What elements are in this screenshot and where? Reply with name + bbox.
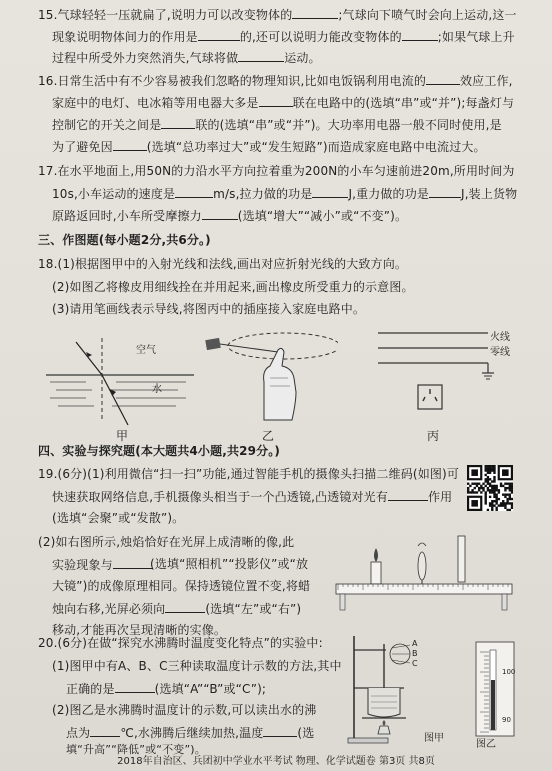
q16-text: 控制它的开关之间是 [52, 118, 162, 132]
blank [175, 186, 213, 198]
blank [292, 7, 338, 19]
q16-text: 16.日常生活中有不少容易被我们忽略的物理知识,比如电饭锅利用电流的 [38, 74, 427, 88]
q19-text: 快速获取网络信息,手机摄像头相当于一个凸透镜,凸透镜对光有 [52, 490, 388, 504]
q19-text: 实验现象与 [52, 558, 113, 572]
section-4-heading: 四、实验与探究题(本大题共4小题,共29分。) [38, 444, 281, 458]
q18-line3: (3)请用笔画线表示导线,将图丙中的插座接入家庭电路中。 [52, 302, 366, 316]
eraser-swing-figure [198, 322, 338, 432]
q20-text: ℃,水沸腾后继续加热,温度 [120, 726, 264, 740]
liquid-column [491, 680, 495, 730]
incident-ray [76, 342, 102, 375]
therm-90-label: 90 [502, 716, 511, 724]
q18-line1: 18.(1)根据图甲中的入射光线和法线,画出对应折射光线的大致方向。 [38, 257, 407, 271]
q16-line4 [52, 139, 486, 154]
page-footer: 2018年自治区、兵团初中学业水平考试 物理、化学试题卷 第3页 共8页 [117, 756, 435, 767]
q20-text: 正确的是 [66, 682, 115, 696]
q20-text: (选填“A”“B”或“C”); [154, 682, 267, 696]
q15-line1 [38, 7, 517, 22]
q19-part2-line3: (选填“照相机”“投影仪”或“放 [150, 557, 309, 571]
q15-text: 的,还可以说明力能改变物体的 [239, 30, 402, 44]
q19-part2-line2 [52, 557, 153, 572]
q16-text: 联的(选填“串”或“并”)。大功率用电器一般不同时使用,是 [195, 118, 502, 132]
convex-lens [418, 552, 426, 580]
blank [90, 725, 120, 737]
qr-code-image [467, 465, 513, 511]
q17-text: (选填“增大”“减小”或“不变”)。 [237, 209, 408, 223]
figure-a-caption: 图甲 [424, 733, 444, 744]
blank [115, 681, 155, 693]
q20-text: 点为 [66, 726, 91, 740]
label-c: C [412, 659, 418, 668]
q19-line2 [52, 489, 452, 504]
q16-line1 [38, 73, 513, 88]
optical-bench-figure [330, 532, 520, 612]
section-3-heading: 三、作图题(每小题2分,共6分。) [38, 233, 211, 247]
refracted-ray [102, 375, 128, 425]
q17-line1: 17.在水平地面上,用50N的力沿水平方向拉着重为200N的小车匀速前进20m,所用时间为 [38, 164, 515, 178]
q16-text: (选填“总功率过大”或“发生短路”)而造成家庭电路中电流过大。 [146, 140, 486, 154]
water-hatching [50, 382, 186, 406]
candle [371, 562, 381, 584]
q15-text: 现象说明物体间力的作用是 [52, 30, 198, 44]
q19-part2-line6: 移动,才能再次呈现清晰的实像。 [52, 623, 227, 637]
q17-text: 10s,小车运动的速度是 [52, 187, 176, 201]
q19-line1: 19.(6分)(1)利用微信“扫一扫”功能,通过智能手机的摄像头扫描二维码(如图)可 [38, 467, 459, 481]
blank [259, 95, 293, 107]
q20-line3 [66, 681, 266, 696]
q17-text: J,重力做的功是 [348, 187, 430, 201]
figure-b-caption: 图乙 [476, 739, 496, 750]
blank [165, 601, 205, 613]
blank [426, 73, 460, 85]
label-b: B [412, 649, 418, 658]
candle-flame [374, 548, 378, 562]
eraser [205, 338, 221, 350]
refraction-figure [46, 330, 196, 430]
q19-line3: (选填“会聚”或“发散”)。 [52, 511, 185, 525]
q20-line6: 填“升高”“降低”或“不变”)。 [66, 743, 206, 756]
flame-icon [383, 720, 386, 726]
q15-line3 [52, 50, 321, 65]
blank [161, 117, 195, 129]
therm-100-label: 100 [502, 668, 516, 676]
blank [238, 50, 284, 62]
qr-code [467, 465, 513, 511]
q17-text: m/s,拉力做的功是 [213, 187, 313, 201]
blank [312, 186, 348, 198]
blank [429, 186, 461, 198]
water-label: 水 [152, 384, 162, 395]
q17-line2 [52, 186, 517, 201]
stand-base [348, 738, 388, 743]
q19-text: 作用 [427, 490, 453, 504]
light-screen [458, 536, 465, 582]
figure-yi-caption: 乙 [262, 429, 275, 443]
q17-line3 [52, 208, 407, 223]
q15-text: 15.气球轻轻一压就扁了,说明力可以改变物体的 [38, 8, 293, 22]
q17-text: 原路返回时,小车所受摩擦力 [52, 209, 202, 223]
neutral-wire-label: 零线 [490, 347, 510, 358]
q15-line2 [52, 29, 515, 44]
thermometer-figure [470, 640, 520, 740]
q19-text: 烛向右移,光屏必须向 [52, 602, 166, 616]
q16-text: 家庭中的电灯、电冰箱等用电器大多是 [52, 96, 259, 110]
q16-text: 联在电路中的(选填“串”或“并”);每盏灯与 [292, 96, 515, 110]
blank [388, 489, 428, 501]
beaker [368, 688, 400, 717]
q20-line5 [66, 725, 314, 740]
live-wire-label: 火线 [490, 332, 510, 343]
string [220, 344, 278, 352]
figure-bing-caption: 丙 [427, 429, 440, 443]
label-a: A [412, 639, 418, 648]
alcohol-lamp [378, 726, 390, 734]
q19-part2-line5 [52, 601, 301, 616]
q19-text: (选填“左”或“右”) [205, 602, 302, 616]
q20-line4: (2)图乙是水沸腾时温度计的示数,可以读出水的沸 [52, 703, 317, 717]
q16-line2 [52, 95, 514, 110]
q18-line2: (2)如图乙将橡皮用细线拴在并用起来,画出橡皮所受重力的示意图。 [52, 280, 414, 294]
blank [113, 139, 147, 151]
q19-part2-line4: 大镜”)的成像原理相同。保持透镜位置不变,将蜡 [52, 579, 311, 593]
blank [198, 29, 240, 41]
q15-text: ;如果气球上升 [437, 30, 515, 44]
blank [402, 29, 438, 41]
boiling-apparatus-figure [338, 630, 434, 748]
q20-line1: 20.(6分)在做“探究水沸腾时温度变化特点”的实验中: [38, 636, 323, 650]
q16-line3 [52, 117, 502, 132]
socket [418, 385, 442, 409]
optical-bench-rail [336, 584, 512, 594]
blank [263, 725, 297, 737]
q15-text: ;气球向下喷气时会向上运动,这一 [338, 8, 517, 22]
q16-text: 为了避免因 [52, 140, 113, 154]
q19-part2-line1: (2)如右图所示,烛焰恰好在光屏上成清晰的像,此 [38, 535, 295, 549]
q15-text: 运动。 [284, 51, 321, 65]
q17-text: J,装上货物 [461, 187, 518, 201]
q20-line2: (1)图甲中有A、B、C三种读取温度计示数的方法,其中 [52, 659, 342, 673]
blank [113, 557, 153, 569]
q15-text: 过程中所受外力突然消失,气球将做 [52, 51, 239, 65]
blank [202, 208, 238, 220]
air-label: 空气 [136, 345, 156, 356]
q20-text: (选 [297, 726, 315, 740]
figure-jia-caption: 甲 [116, 429, 129, 443]
q16-text: 效应工作, [460, 74, 513, 88]
